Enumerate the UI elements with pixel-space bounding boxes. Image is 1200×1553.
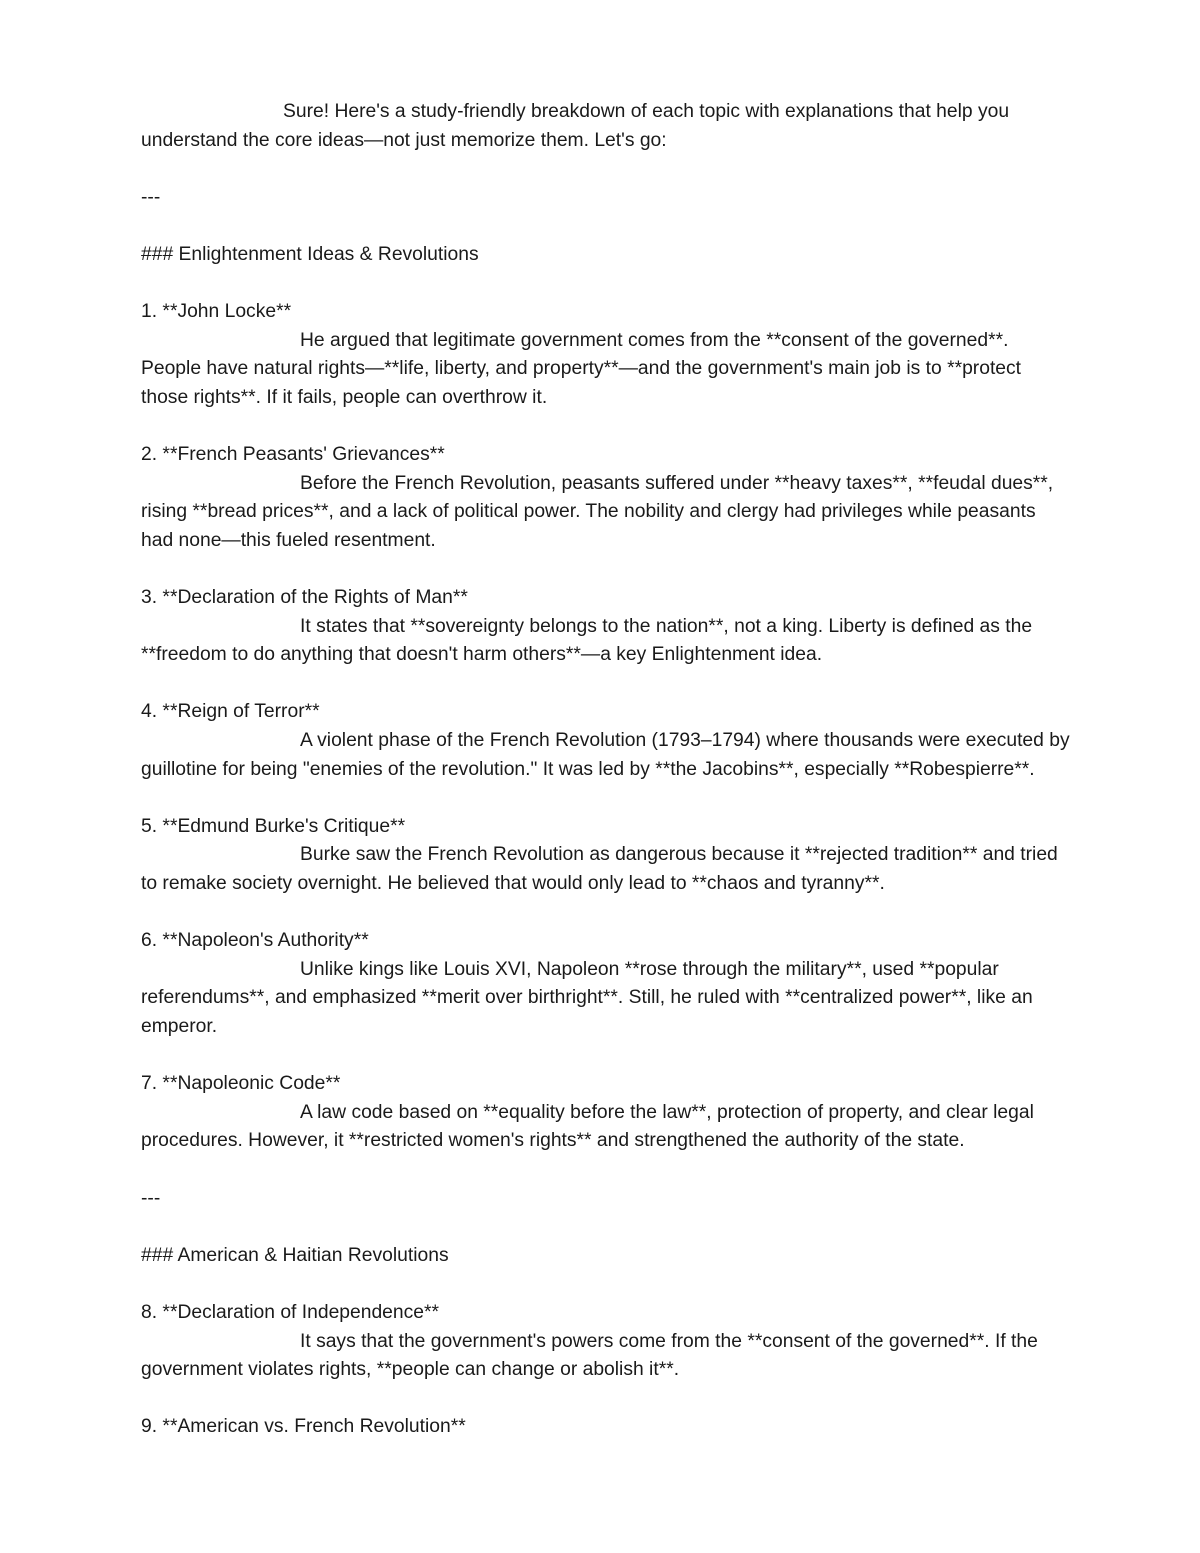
item-body: Burke saw the French Revolution as dangerous because it **rejected tradition** and tried to remake society overnight. He believed that would only lead to **chaos and tyranny**. (141, 844, 1058, 895)
divider-line: --- (141, 1187, 161, 1209)
document-body (141, 98, 1071, 1442)
item-title: 5. **Edmund Burke's Critique** (141, 815, 406, 837)
intro-paragraph: Sure! Here's a study-friendly breakdown of each topic with explanations that help you understand the core ideas—not just memorize them. Let's go: (141, 101, 1010, 151)
item-body: It states that **sovereignty belongs to the nation**, not a king. Liberty is defined as the **freedom to do anything that doesn't harm others**—a key Enlightenment idea. (141, 615, 1033, 666)
item-body: A law code based on **equality before the law**, protection of property, and clear legal procedures. However, it **restricted women's rights** and strengthened the authority of the state. (141, 1101, 1034, 1152)
item-title: 8. **Declaration of Independence** (141, 1301, 440, 1323)
item-title: 4. **Reign of Terror** (141, 701, 320, 723)
item-title: 2. **French Peasants' Grievances** (141, 444, 445, 466)
section-heading: ### American & Haitian Revolutions (141, 1244, 449, 1266)
item-title: 6. **Napoleon's Authority** (141, 930, 369, 952)
item-title: 3. **Declaration of the Rights of Man** (141, 587, 468, 609)
item-body: A violent phase of the French Revolution (1793–1794) where thousands were executed by guillotine for being "enemies of the revolution." It was led by **the Jacobins**, especially **Robespierre**. (141, 730, 1070, 780)
item-body: Unlike kings like Louis XVI, Napoleon **rose through the military**, used **popular referendums**, and emphasized **merit over birthright**. Still, he ruled with **centralized power**, like an emperor. (141, 958, 1033, 1037)
item-body: He argued that legitimate government comes from the **consent of the governed**. People have natural rights—**life, liberty, and property**—and the government's main job is to **protect those rights**. If it fails, people can overthrow it. (141, 329, 1022, 408)
item-title: 1. **John Locke** (141, 301, 292, 323)
section-heading: ### Enlightenment Ideas & Revolutions (141, 243, 479, 265)
item-title: 7. **Napoleonic Code** (141, 1073, 341, 1095)
item-body: Before the French Revolution, peasants suffered under **heavy taxes**, **feudal dues**, rising **bread prices**, and a lack of political power. The nobility and clergy had privileges while peasants had none—this fueled resentment. (141, 472, 1054, 551)
item-title: 9. **American vs. French Revolution** (141, 1416, 466, 1438)
divider-line: --- (141, 186, 161, 208)
item-body: It says that the government's powers come from the **consent of the governed**. If the government violates rights, **people can change or abolish it**. (141, 1330, 1038, 1381)
